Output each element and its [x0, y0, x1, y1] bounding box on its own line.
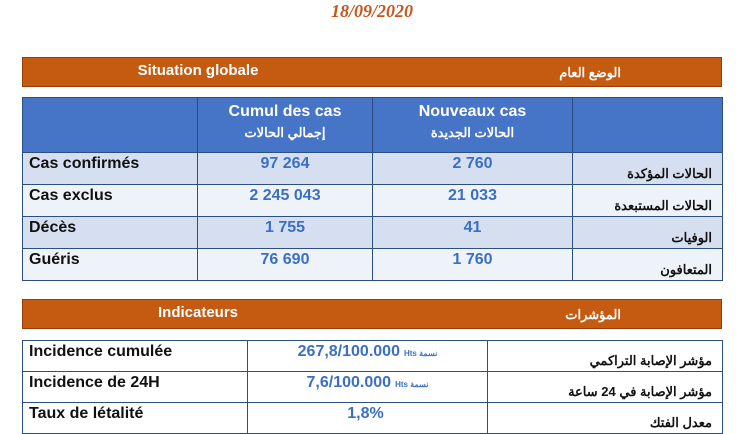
row-label-fr: Guéris [23, 249, 198, 281]
header-new-ar: الحالات الجديدة [430, 125, 515, 140]
row-new: 21 033 [373, 185, 573, 217]
indicator-value: 267,8/100.000 [297, 343, 400, 360]
situation-title-ar: الوضع العام [559, 65, 621, 80]
indicator-label-ar: مؤشر الإصابة التراكمي [488, 341, 723, 372]
row-label-ar: المتعافون [573, 249, 723, 281]
row-new: 2 760 [373, 153, 573, 185]
table-row [23, 249, 723, 281]
row-new: 41 [373, 217, 573, 249]
row-new: 1 760 [373, 249, 573, 281]
indicators-table [22, 340, 723, 434]
row-cumul: 1 755 [198, 217, 373, 249]
indicators-title-ar: المؤشرات [565, 307, 621, 322]
row-label-fr: Décès [23, 217, 198, 249]
header-new-fr: Nouveaux cas [418, 103, 527, 120]
row-label-fr: Cas confirmés [23, 153, 198, 185]
indicator-unit: نسمة Hts [395, 380, 429, 389]
situation-banner [22, 57, 722, 87]
header-empty-right [573, 98, 723, 153]
table-row [23, 217, 723, 249]
header-new [373, 98, 573, 153]
row-label-ar: الوفيات [573, 217, 723, 249]
header-cumul-fr: Cumul des cas [228, 103, 342, 120]
indicator-value: 7,6/100.000 [306, 374, 392, 391]
indicator-label-fr: Taux de létalité [23, 403, 248, 434]
table-row [23, 185, 723, 217]
indicator-value: 1,8% [347, 405, 384, 422]
header-cumul-ar: إجمالي الحالات [244, 125, 326, 140]
indicators-title-fr: Indicateurs [157, 304, 239, 321]
table-row [23, 372, 723, 403]
table-row [23, 341, 723, 372]
situation-header-row [23, 98, 723, 153]
indicator-label-fr: Incidence cumulée [23, 341, 248, 372]
header-cumul [198, 98, 373, 153]
indicator-label-fr: Incidence de 24H [23, 372, 248, 403]
indicator-value-cell [248, 403, 488, 434]
indicator-value-cell [248, 372, 488, 403]
indicators-banner [22, 299, 722, 329]
indicator-label-ar: مؤشر الإصابة في 24 ساعة [488, 372, 723, 403]
header-empty-left [23, 98, 198, 153]
row-cumul: 97 264 [198, 153, 373, 185]
indicator-label-ar: معدل الفتك [488, 403, 723, 434]
row-label-ar: الحالات المؤكدة [573, 153, 723, 185]
situation-title-fr: Situation globale [137, 62, 259, 79]
indicator-value-cell [248, 341, 488, 372]
table-row [23, 403, 723, 434]
indicator-unit: نسمة Hts [403, 349, 438, 358]
report-date: 18/09/2020 [330, 1, 413, 21]
row-cumul: 76 690 [198, 249, 373, 281]
row-label-fr: Cas exclus [23, 185, 198, 217]
table-row [23, 153, 723, 185]
situation-table [22, 97, 723, 281]
row-label-ar: الحالات المستبعدة [573, 185, 723, 217]
row-cumul: 2 245 043 [198, 185, 373, 217]
